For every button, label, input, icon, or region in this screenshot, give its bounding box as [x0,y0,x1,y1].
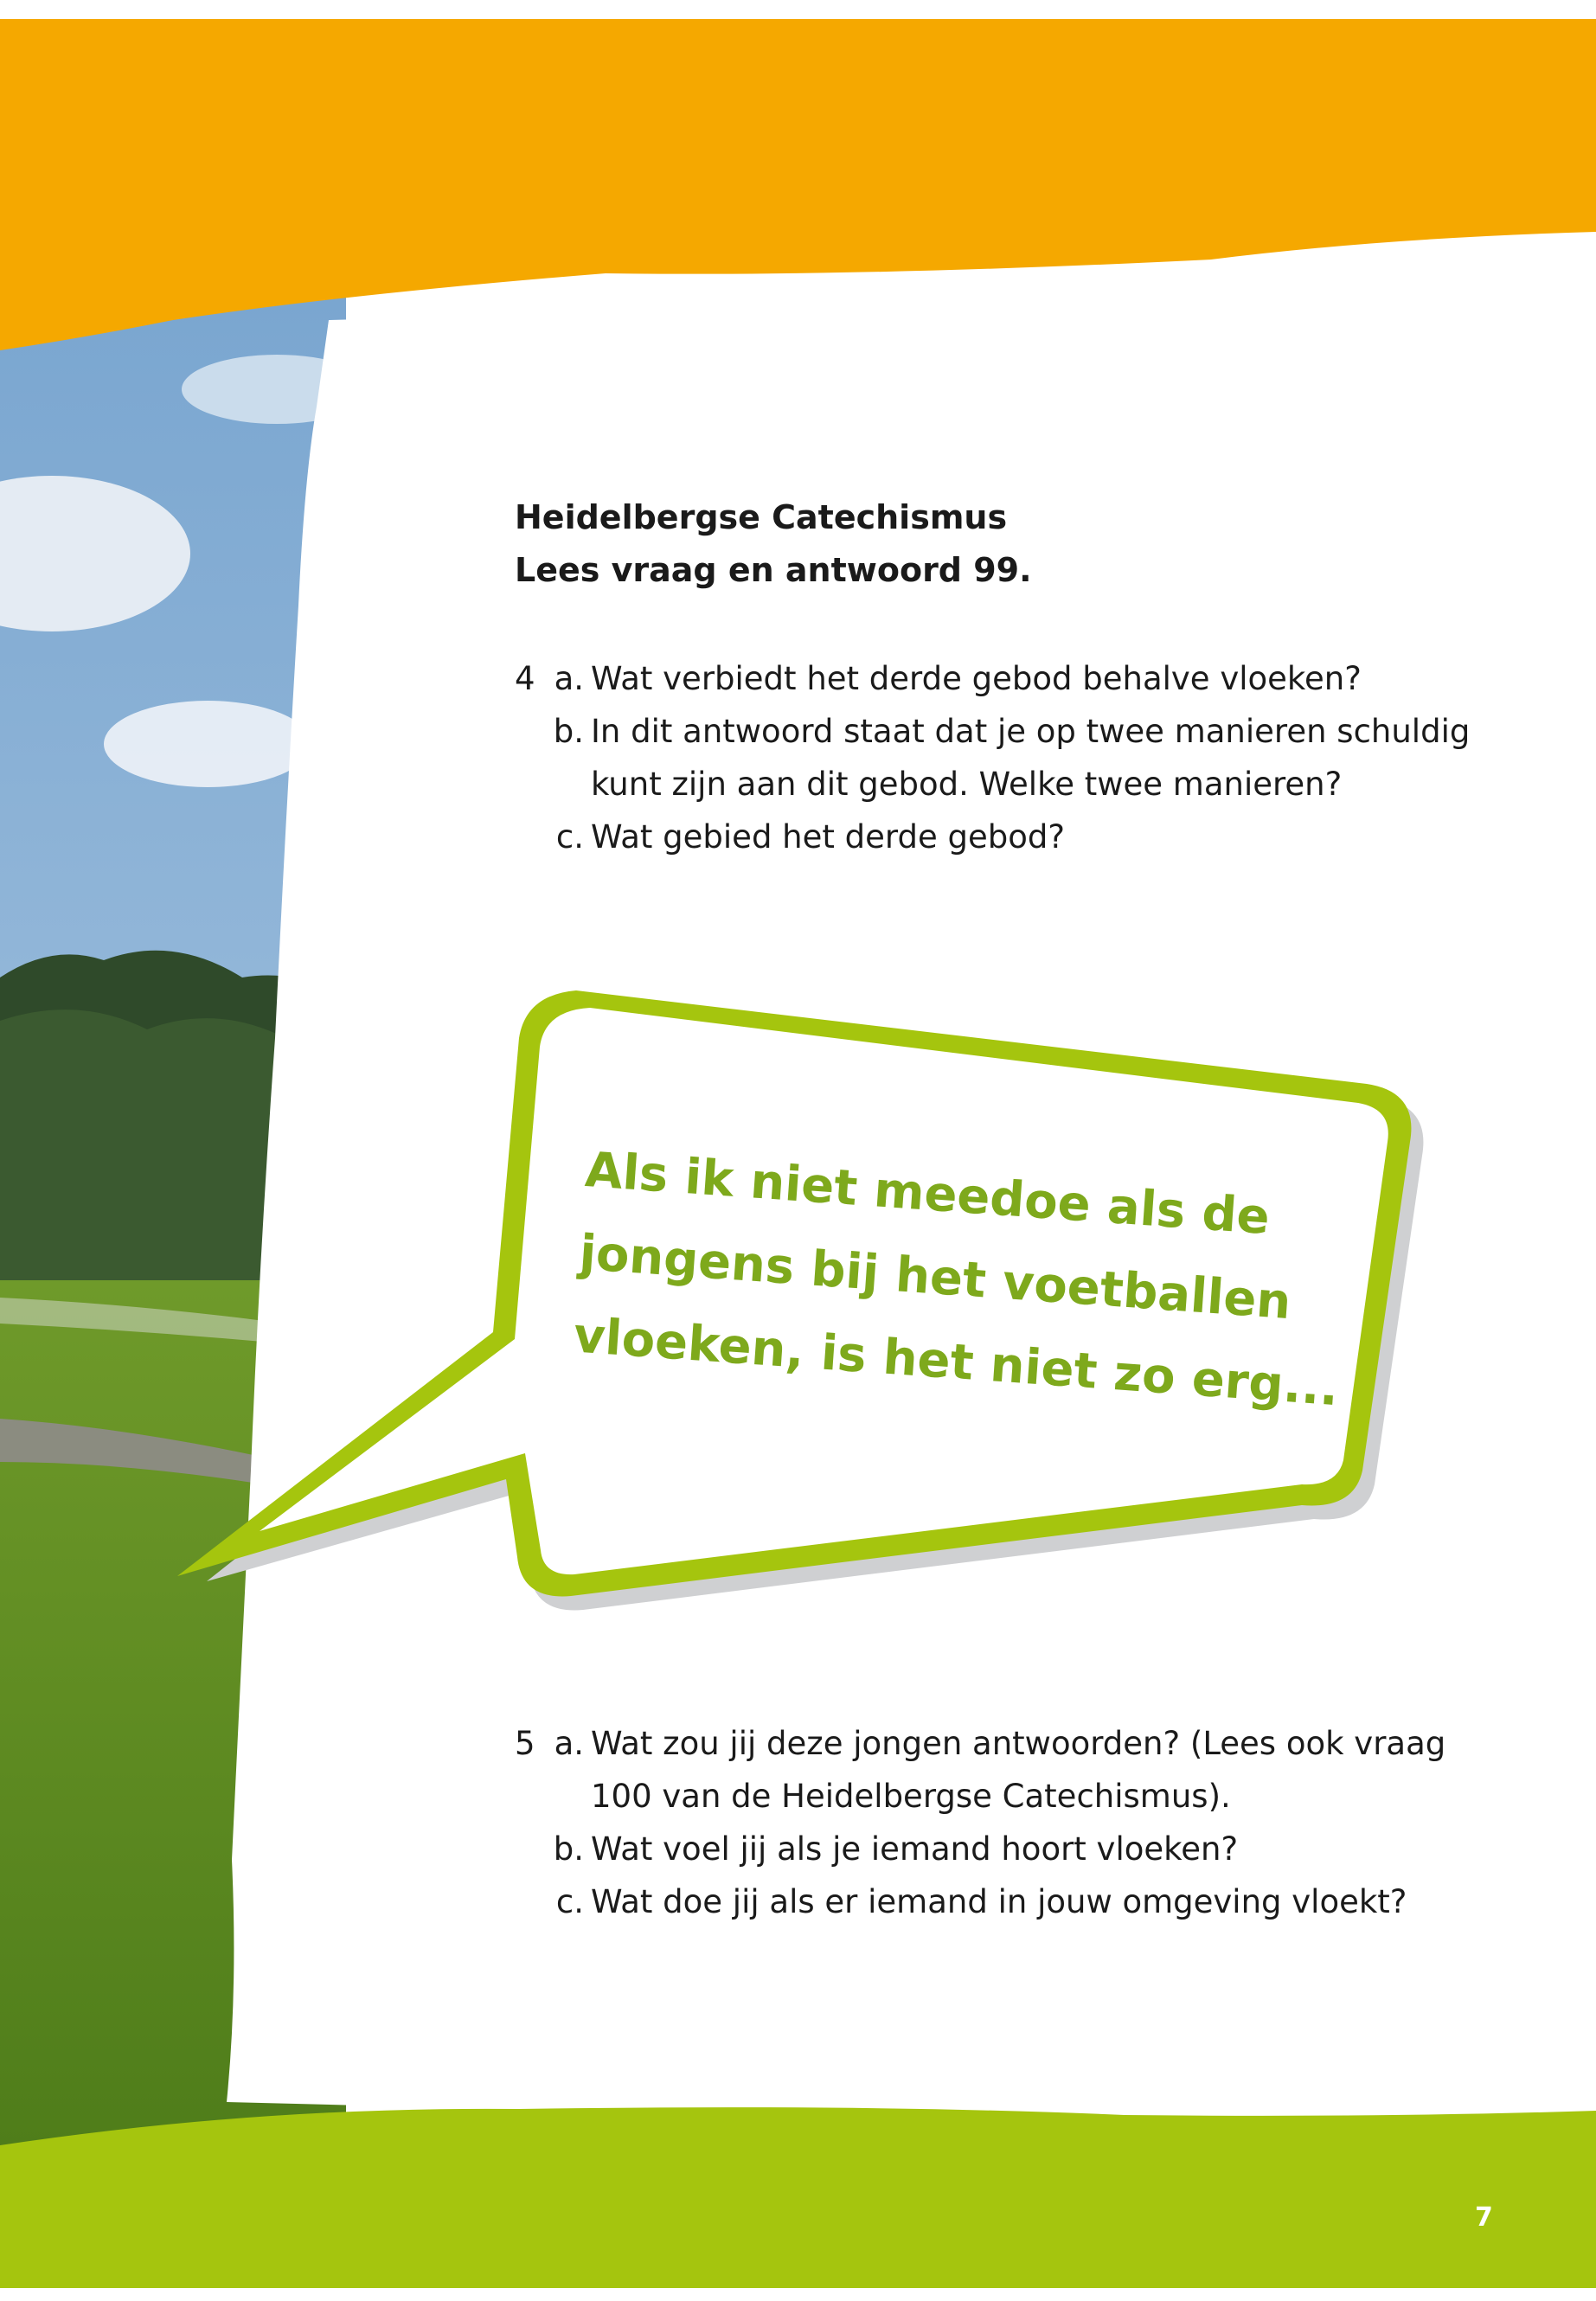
green-banner [0,2107,1596,2288]
question-5 [515,1717,1445,1928]
question-item [515,1717,1445,1823]
question-item [515,705,1470,811]
catechism-heading [515,491,1032,597]
item-text: Wat gebied het derde gebod? [591,818,1065,856]
item-text: Wat voel jij als je iemand hoort vloeken? [591,1830,1239,1868]
item-text-continuation: kunt zijn aan dit gebod. Welke twee manieren? [591,766,1343,803]
bubble-line: Als ik niet meedoe als de [583,1141,1272,1247]
item-letter: b. [553,1830,584,1868]
item-letter: a. [554,1725,584,1762]
item-letter: b. [553,713,584,750]
item-letter: c. [555,1883,584,1920]
question-item [515,1823,1445,1875]
item-text: Wat doe jij als er iemand in jouw omgeving vloekt? [591,1883,1407,1920]
heading-instruction: Lees vraag en antwoord 99. [515,551,1032,589]
item-text: Wat verbiedt het derde gebod behalve vloeken? [591,660,1362,697]
question-4 [515,652,1470,863]
question-item [515,1875,1445,1928]
heading-title: Heidelbergse Catechismus [515,498,1008,536]
question-number: 4 [515,660,535,697]
item-letter: c. [555,818,584,856]
bubble-line: vloeken, is het niet zo erg... [572,1307,1341,1418]
question-item [515,652,1470,705]
question-item [515,811,1470,863]
item-letter: a. [554,660,584,697]
page-number: 7 [1475,2202,1493,2233]
item-text: Wat zou jij deze jongen antwoorden? (Lees ook vraag [591,1725,1446,1762]
item-text-continuation: 100 van de Heidelbergse Catechismus). [591,1778,1231,1815]
item-text: In dit antwoord staat dat je op twee manieren schuldig [591,713,1471,750]
speech-bubble-text [571,1129,1353,1431]
question-number: 5 [515,1725,535,1762]
bubble-line: jongens bij het voetballen [577,1224,1293,1331]
